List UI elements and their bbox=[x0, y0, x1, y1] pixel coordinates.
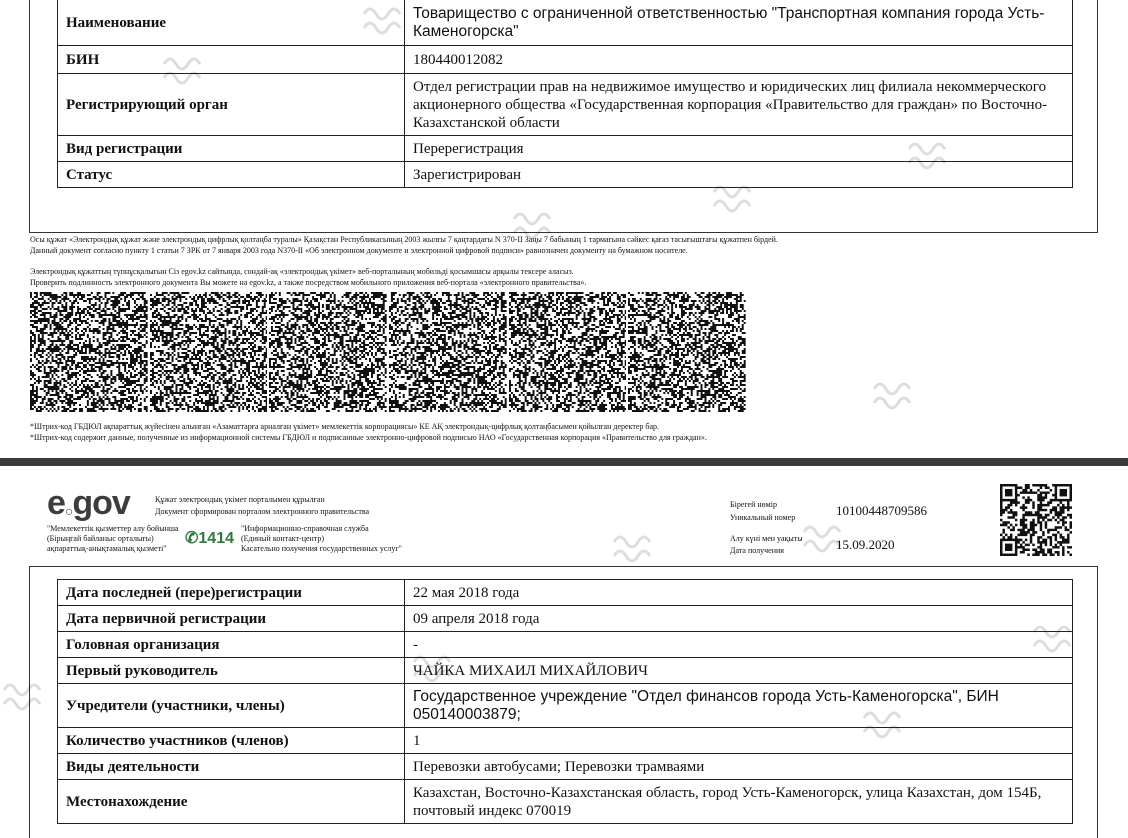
barcode-block bbox=[269, 292, 387, 412]
row-value: Казахстан, Восточно-Казахстанская область, город Усть-Каменогорск, улица Казахстан, дом 154Б, почтовый индекс 070019 bbox=[405, 780, 1073, 824]
barcode-pattern-icon bbox=[509, 292, 627, 412]
check-note-ru: Проверить подлинность электронного документа Вы можете на egov.kz, а также посредством мобильного приложения веб-портала «электронного правительства». bbox=[30, 278, 587, 287]
page1-frame bbox=[29, 0, 1098, 233]
table-row bbox=[58, 74, 1073, 136]
row-value: Государственное учреждение "Отдел финансов города Усть-Каменогорска", БИН 050140003879; bbox=[405, 684, 1073, 728]
barcode-block bbox=[509, 292, 627, 412]
unique-number-label-ru: Уникальный номер bbox=[730, 513, 796, 522]
row-value: Перевозки автобусами; Перевозки трамваями bbox=[405, 754, 1073, 780]
date-label-kz: Алу күні мен уақыты bbox=[730, 534, 803, 543]
service-kz-line3: ақпараттық-анықтамалық қызметі" bbox=[47, 544, 167, 553]
service-ru-line1: "Информационно-справочная служба bbox=[241, 524, 369, 533]
watermark-icon bbox=[510, 205, 554, 245]
contact-phone bbox=[185, 528, 234, 548]
row-value: 180440012082 bbox=[405, 46, 1073, 74]
barcode-pattern-icon bbox=[30, 292, 148, 412]
table-row bbox=[58, 0, 1073, 46]
row-label: Первый руководитель bbox=[58, 658, 405, 684]
barcode-block bbox=[389, 292, 507, 412]
row-value: Перерегистрация bbox=[405, 136, 1073, 162]
watermark-icon bbox=[710, 178, 754, 218]
phone-number: 1414 bbox=[198, 530, 234, 547]
watermark-icon bbox=[905, 135, 949, 175]
barcode-note-kz: *Штрих-код ГБДЮЛ ақпараттық жүйесінен алынған «Азаматтарға арналған үкімет» мемлекеттік корпорациясы» КЕ АҚ электрондық-цифрлық қолтаңбасымен қойылған деректер бар. bbox=[30, 422, 659, 431]
row-label: Количество участников (членов) bbox=[58, 728, 405, 754]
row-label: Вид регистрации bbox=[58, 136, 405, 162]
qr-code-icon bbox=[1000, 484, 1072, 556]
date-value: 15.09.2020 bbox=[836, 537, 895, 552]
row-label: Наименование bbox=[58, 0, 405, 46]
table-row bbox=[58, 780, 1073, 824]
service-kz-line2: (Бірыңғай байланыс орталығы) bbox=[47, 534, 154, 543]
unique-number-label-kz: Бірегей нөмір bbox=[730, 500, 777, 509]
row-label: Местонахождение bbox=[58, 780, 405, 824]
row-label: Виды деятельности bbox=[58, 754, 405, 780]
table-row bbox=[58, 754, 1073, 780]
watermark-icon bbox=[870, 375, 914, 415]
watermark-icon bbox=[410, 648, 454, 688]
barcode-note-ru: *Штрих-код содержит данные, полученные из информационной системы ГБДЮЛ и подписанные электронно-цифровой подписью НАО «Государственная корпорация «Правительство для граждан». bbox=[30, 433, 707, 442]
date-label-ru: Дата получения bbox=[730, 546, 784, 555]
portal-note-kz: Құжат электрондық үкімет порталымен құрылған bbox=[155, 495, 325, 504]
row-value: 09 апреля 2018 года bbox=[405, 606, 1073, 632]
watermark-icon bbox=[360, 0, 404, 40]
row-label: БИН bbox=[58, 46, 405, 74]
egov-logo: e○gov bbox=[47, 484, 130, 522]
row-value: ЧАЙКА МИХАИЛ МИХАЙЛОВИЧ bbox=[405, 658, 1073, 684]
watermark-icon bbox=[1030, 618, 1074, 658]
row-value: 22 мая 2018 года bbox=[405, 580, 1073, 606]
table-row bbox=[58, 728, 1073, 754]
service-ru-line2: (Единый контакт-центр) bbox=[241, 534, 325, 543]
table-row bbox=[58, 658, 1073, 684]
row-label: Дата последней (пере)регистрации bbox=[58, 580, 405, 606]
service-ru-line3: Касательно получения государственных услуг" bbox=[241, 544, 402, 553]
legal-note-kz: Осы құжат «Электрондық құжат және электрондық цифрлық қолтаңба туралы» Қазақстан Республикасының 2003 жылғы 7 қаңтардағы N 370-II Заңы 7 бабының 1 тармағына сәйкес қағаз тасығыштағы құжатпен бірдей. bbox=[30, 235, 778, 244]
watermark-icon bbox=[0, 676, 44, 716]
check-note-kz: Электрондық құжаттың түпнұсқалығын Сіз egov.kz сайтында, сондай-ақ «электрондық үкімет» веб-порталының мобильді қосымшасы арқылы тексере аласыз. bbox=[30, 267, 574, 276]
barcode-pattern-icon bbox=[269, 292, 387, 412]
document-page-2 bbox=[0, 466, 1128, 838]
table-row bbox=[58, 580, 1073, 606]
phone-icon: ✆ bbox=[185, 530, 199, 547]
row-label: Дата первичной регистрации bbox=[58, 606, 405, 632]
logo-e: e bbox=[47, 484, 65, 522]
table-row bbox=[58, 684, 1073, 728]
row-value: - bbox=[405, 632, 1073, 658]
barcode-pattern-icon bbox=[628, 292, 746, 412]
row-value: 1 bbox=[405, 728, 1073, 754]
watermark-icon bbox=[160, 50, 204, 90]
row-label: Регистрирующий орган bbox=[58, 74, 405, 136]
row-value: Отдел регистрации прав на недвижимое имущество и юридических лиц филиала некоммерческого акционерного общества «Государственная корпорация «Правительство для граждан» по Восточно-Казахстанской области bbox=[405, 74, 1073, 136]
table-row bbox=[58, 606, 1073, 632]
barcode-pattern-icon bbox=[389, 292, 507, 412]
barcode-strip bbox=[30, 292, 746, 412]
barcode-block bbox=[628, 292, 746, 412]
watermark-icon bbox=[800, 518, 844, 558]
registration-table-2 bbox=[57, 579, 1073, 824]
portal-note-ru: Документ сформирован порталом электронного правительства bbox=[155, 507, 370, 516]
logo-gov: gov bbox=[72, 484, 130, 522]
service-kz-line1: "Мемлекеттік қызметтер алу бойынша bbox=[47, 524, 179, 533]
table-row bbox=[58, 46, 1073, 74]
table-row bbox=[58, 632, 1073, 658]
barcode-block bbox=[150, 292, 268, 412]
page2-frame bbox=[29, 566, 1098, 838]
barcode-pattern-icon bbox=[150, 292, 268, 412]
watermark-icon bbox=[860, 704, 904, 744]
row-value: Зарегистрирован bbox=[405, 162, 1073, 188]
row-value: Товарищество с ограниченной ответственностью "Транспортная компания города Усть-Каменогорска" bbox=[405, 0, 1073, 46]
row-label: Головная организация bbox=[58, 632, 405, 658]
legal-note-ru: Данный документ согласно пункту 1 статьи 7 ЗРК от 7 января 2003 года N370-II «Об электронном документе и электронной цифровой подписи» равнозначен документу на бумажном носителе. bbox=[30, 246, 688, 255]
watermark-icon bbox=[610, 528, 654, 568]
row-label: Статус bbox=[58, 162, 405, 188]
barcode-block bbox=[30, 292, 148, 412]
unique-number-value: 10100448709586 bbox=[836, 503, 927, 518]
row-label: Учредители (участники, члены) bbox=[58, 684, 405, 728]
